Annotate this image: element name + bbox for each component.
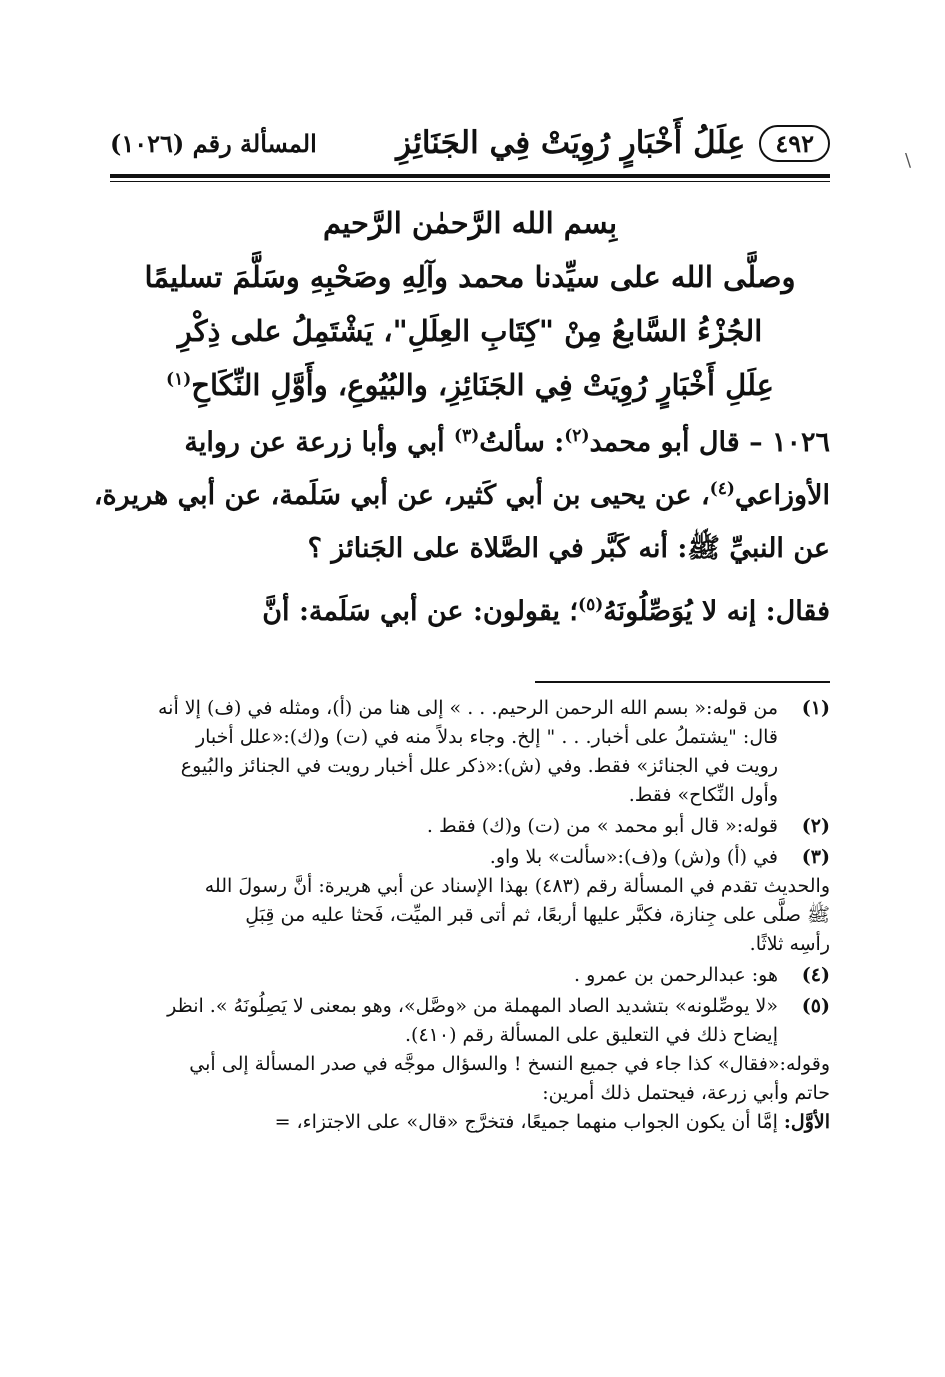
footnote-3-continuation: [110, 872, 830, 959]
footnote-line: هو: عبدالرحمن بن عمرو .: [574, 964, 778, 986]
issue-heading: ١٠٢٦ – قال أبو محمد: [589, 427, 830, 458]
footnote-2: [110, 812, 830, 841]
footnote-text: [110, 694, 778, 810]
footnote-ref-4[interactable]: (٤): [709, 479, 735, 499]
salawat-line: وصلَّى الله على سيِّدنا محمد وآلِهِ وصَحْبِهِ وسَلَّمَ تسليمًا: [144, 260, 796, 294]
footnote-number: (٤): [801, 964, 830, 986]
body-text-segment: فقال: إنه لا يُوَصِّلُونَهُ: [603, 596, 830, 627]
footnote-line: والحديث تقدم في المسألة رقم (٤٨٣) بهذا الإسناد عن أبي هريرة: أنَّ رسولَ الله: [204, 875, 830, 897]
footnote-number: (٣): [801, 846, 830, 868]
footnote-5-continuation: [110, 1050, 830, 1137]
footnote-line: قوله:« قال أبو محمد » من (ت) و(ك) فقط .: [426, 815, 778, 837]
footnotes: [110, 694, 830, 1137]
issue-number: المسألة رقم (١٠٢٦): [110, 128, 317, 158]
page-number: ٤٩٢: [759, 125, 830, 162]
body-line-4: [110, 585, 830, 638]
part-title-line1: الجُزْءُ السَّابعُ مِنْ "كِتَابِ العِلَلِ"، يَشْتَمِلُ على ذِكْرِ: [177, 314, 763, 348]
body-line-1: [110, 416, 830, 469]
running-title: عِلَلُ أَخْبَارٍ رُوِيَتْ فِي الجَنَائِزِ: [396, 125, 746, 161]
header-rule-thin: [110, 181, 830, 182]
part-title-line2-text: عِلَلِ أَخْبَارٍ رُوِيَتْ فِي الجَنَائِزِ، والبُيُوعِ، وأَوَّلِ النِّكَاحِ: [191, 368, 774, 402]
footnote-separator: [535, 681, 830, 683]
header-rule-thick: [110, 174, 830, 178]
part-title-line2: [110, 358, 830, 412]
footnote-1: [110, 694, 830, 810]
footnote-text: [110, 812, 778, 841]
footnote-line: في (أ) و(ش) و(ف):«سألت» بلا واو.: [489, 846, 778, 868]
first-option-label: الأوَّل:: [783, 1111, 830, 1133]
footnote-text: [110, 843, 778, 872]
footnote-line: رأسِه ثلاثًا.: [749, 933, 830, 955]
footnote-line: رويت في الجنائز» فقط. وفي (ش):«ذكر علل أخبار رويت في الجنائز والبُيوع: [180, 755, 778, 777]
header-right-group: [396, 125, 830, 162]
footnote-line-rest: إمَّا أن يكون الجواب منهما جميعًا، فتخرَّج «قال» على الاجتزاء، =: [274, 1111, 784, 1133]
footnote-line: إيضاح ذلك في التعليق على المسألة رقم (٤١٠).: [404, 1024, 778, 1046]
footnote-5: [110, 992, 830, 1050]
footnote-line: وأول النِّكاح» فقط.: [628, 784, 778, 806]
footnote-line: قال: "يشتملُ على أخبار. . . " إلخ. وجاء بدلاً منه في (ت) و(ك):«علل أخبار: [195, 726, 778, 748]
footnote-line: وقوله:«فقال» كذا جاء في جميع النسخ ! والسؤال موجَّه في صدر المسألة إلى أبي: [189, 1053, 830, 1075]
body-text-segment: ، عن يحيى بن أبي كَثير، عن أبي سَلَمة، عن أبي هريرة،: [93, 480, 710, 511]
body-text-segment: ؛ يقولون: عن أبي سَلَمة: أنَّ: [262, 596, 579, 627]
body-text-segment: الأوزاعي: [734, 480, 830, 511]
chapter-intro: [110, 196, 830, 412]
footnote-ref-5[interactable]: (٥): [578, 595, 604, 615]
footnote-line: من قوله:« بسم الله الرحمن الرحيم. . . » إلى هنا من (أ)، ومثله في (ف) إلا أنه: [158, 697, 778, 719]
footnote-ref-1[interactable]: (١): [166, 369, 192, 390]
footnote-text: [110, 961, 778, 990]
footnote-4: [110, 961, 830, 990]
footnote-number: (٢): [801, 815, 830, 837]
body-line-3: عن النبيِّ ﷺ: أنه كَبَّر في الصَّلاة على الجَنائز ؟: [307, 533, 830, 564]
footnote-3: [110, 843, 830, 872]
footnote-text: [110, 992, 778, 1050]
footnote-line: [110, 1108, 830, 1137]
footnote-line: «لا يوصِّلونه» بتشديد الصاد المهملة من «وصَّل»، وهو بمعنى لا يَصِلُونَهُ ». انظر: [167, 995, 778, 1017]
footnote-ref-3[interactable]: (٣): [454, 426, 480, 446]
main-text: [93, 416, 830, 638]
answer-paragraph: [110, 585, 830, 638]
footnote-line: حاتم وأبي زرعة، فيحتمل ذلك أمرين:: [542, 1082, 830, 1104]
basmala: بِسم الله الرَّحمٰن الرَّحيم: [322, 206, 618, 240]
footnote-ref-2[interactable]: (٢): [564, 426, 590, 446]
footnote-number: (١): [801, 697, 830, 719]
page-header: [110, 118, 830, 168]
body-text-segment: : سألتُ: [479, 427, 565, 458]
body-line-2: [93, 469, 830, 522]
footnote-line: ﷺ صلَّى على جِنازة، فكبَّر عليها أربعًا، ثم أتى قبر الميِّت، فَحثا عليه من قِبَلِ: [245, 904, 830, 926]
issue-paragraph: [93, 416, 830, 575]
body-text-segment: أبي وأبا زرعة عن رواية: [184, 427, 455, 458]
footnote-number: (٥): [801, 995, 830, 1017]
margin-mark: \: [905, 150, 912, 171]
